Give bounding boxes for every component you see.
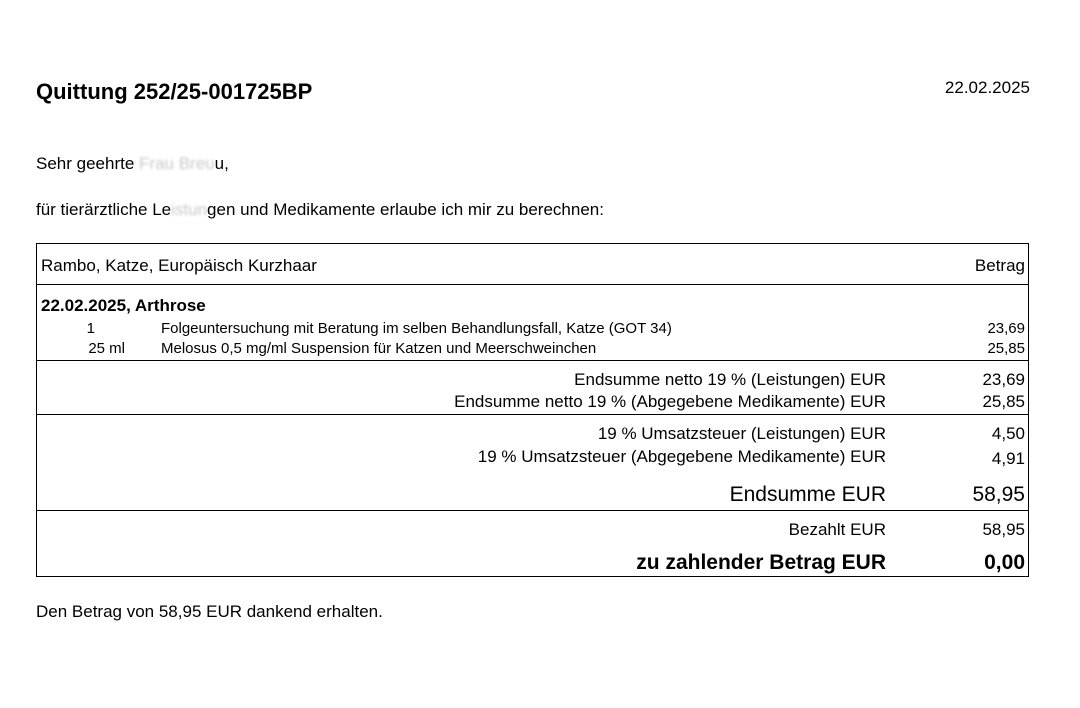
net-meds-value: 25,85: [982, 392, 1025, 411]
amount-header: Betrag: [974, 256, 1025, 275]
net-meds-label: Endsumme netto 19 % (Abgegebene Medikamente) EUR: [454, 392, 886, 411]
invoice-table: [36, 243, 1029, 577]
divider: [37, 360, 1028, 361]
intro-end: gen und Medikamente erlaube ich mir zu berechnen:: [207, 200, 604, 219]
divider: [37, 414, 1028, 415]
total-value: 58,95: [972, 483, 1025, 506]
vat-services-value: 4,50: [991, 424, 1025, 443]
footer-note: Den Betrag von 58,95 EUR dankend erhalten.: [36, 602, 383, 621]
redacted-word: istun: [171, 200, 208, 219]
divider: [37, 510, 1028, 511]
item-quantity: 1: [86, 320, 95, 337]
item-amount: 25,85: [987, 340, 1025, 357]
vat-services-label: 19 % Umsatzsteuer (Leistungen) EUR: [597, 424, 886, 443]
receipt-date: 22.02.2025: [944, 78, 1030, 97]
vat-meds-value: 4,91: [991, 449, 1025, 468]
net-services-label: Endsumme netto 19 % (Leistungen) EUR: [574, 370, 886, 389]
intro-start: für tierärztliche Le: [36, 200, 172, 219]
vat-meds-label: 19 % Umsatzsteuer (Abgegebene Medikamente) EUR: [477, 447, 886, 466]
salutation: [36, 154, 229, 174]
receipt-title: Quittung 252/25-001725BP: [36, 79, 313, 104]
total-label: Endsumme EUR: [729, 483, 886, 506]
paid-label: Bezahlt EUR: [788, 520, 886, 539]
item-description: Melosus 0,5 mg/ml Suspension für Katzen und Meerschweinchen: [161, 340, 597, 357]
patient-label: Rambo, Katze, Europäisch Kurzhaar: [41, 256, 317, 275]
divider: [37, 284, 1028, 285]
redacted-name: Frau Breu: [139, 154, 215, 173]
salutation-start: Sehr geehrte: [36, 154, 135, 173]
item-quantity: 25 ml: [88, 340, 125, 357]
salutation-end: u,: [214, 154, 229, 173]
item-amount: 23,69: [987, 320, 1025, 337]
visit-heading: 22.02.2025, Arthrose: [41, 296, 206, 315]
intro-text: [36, 200, 604, 220]
amount-due-value: 0,00: [984, 551, 1025, 574]
item-description: Folgeuntersuchung mit Beratung im selben Behandlungsfall, Katze (GOT 34): [161, 320, 672, 337]
amount-due-label: zu zahlender Betrag EUR: [636, 551, 886, 574]
net-services-value: 23,69: [982, 370, 1025, 389]
paid-value: 58,95: [982, 520, 1025, 539]
